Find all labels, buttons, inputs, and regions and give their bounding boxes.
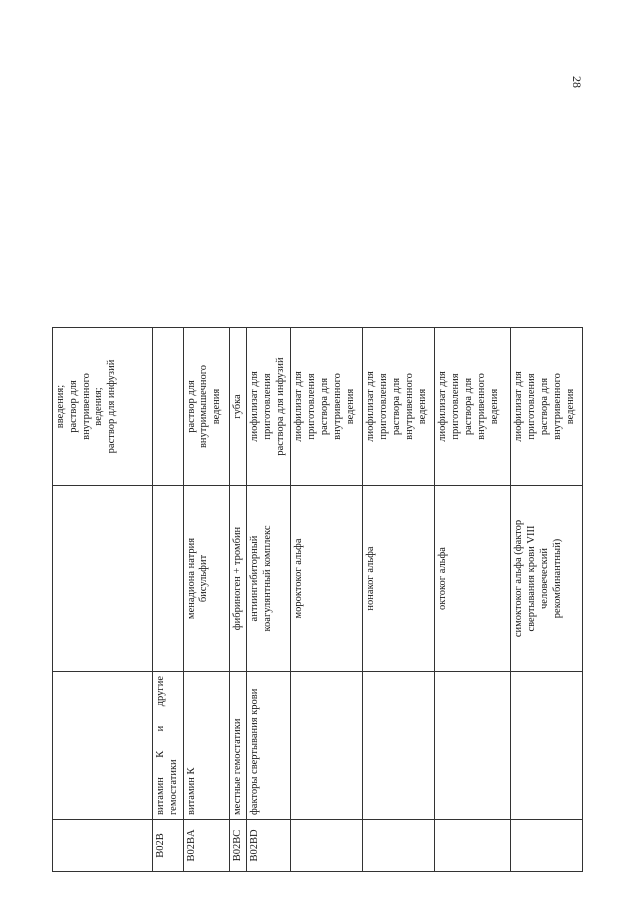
code-cell [247,820,291,872]
group-text: местные гемостатики [231,718,243,815]
table-row [291,328,363,872]
form-text: лиофилизат для приготовления раствора для внутривенного ведения [437,371,500,442]
group-cell [435,672,511,820]
table-row [511,328,583,872]
group-cell [153,672,184,820]
form-text: введения; раствор для внутривенного ведения; раствор для инфузий [55,359,118,454]
code-cell [435,820,511,872]
form-cell [291,328,363,486]
form-text: лиофилизат для приготовления раствора для внутривенного ведения [365,371,428,442]
form-cell [435,328,511,486]
form-text: лиофилизат для приготовления раствора для внутривенного ведения [293,371,356,442]
substance-cell [247,486,291,672]
substance-text: нонаког альфа [365,546,377,611]
substance-text: фибриноген + тромбин [231,526,243,631]
code-cell [229,820,247,872]
table-row [247,328,291,872]
substance-text: менадиона натрия бисульфит [185,537,210,620]
form-cell [53,328,153,486]
form-cell [247,328,291,486]
code-cell [183,820,229,872]
page-number: 28 [570,76,584,88]
form-cell [153,328,184,486]
code-text: B02BD [249,829,261,862]
group-cell [363,672,435,820]
substance-cell [153,486,184,672]
code-cell [363,820,435,872]
substance-cell [435,486,511,672]
group-text: факторы свертывания крови [249,688,261,815]
rotated-table-container [52,328,576,872]
code-text: B02BA [185,829,197,862]
form-cell [183,328,229,486]
code-text: B02B [155,833,166,858]
substance-cell [511,486,583,672]
group-cell [229,672,247,820]
table-row-continuation [53,328,153,872]
substance-cell [363,486,435,672]
group-cell [511,672,583,820]
code-cell [291,820,363,872]
substance-text: мороктоког альфа [293,538,305,619]
group-text: витамин К [185,767,197,815]
group-cell [291,672,363,820]
group-text: витамин К и другие гемостатики [155,676,179,815]
substance-cell [183,486,229,672]
substance-cell [229,486,247,672]
table-row [153,328,184,872]
substance-cell [291,486,363,672]
form-cell [363,328,435,486]
code-cell [153,820,184,872]
form-cell [229,328,247,486]
substance-cell [53,486,153,672]
substance-text: симоктоког альфа (фактор свертывания крови VIII человеческий рекомбинантный) [513,519,563,638]
form-text: лиофилизат для приготовления раствора для внутривенного ведения [513,371,576,442]
substance-text: антиингибиторный коагулянтный комплекс [249,525,274,632]
code-cell [53,820,153,872]
table-row [435,328,511,872]
table-row [363,328,435,872]
table-row [229,328,247,872]
form-text: лиофилизат для приготовления раствора для инфузий [249,357,286,456]
group-cell [53,672,153,820]
substance-text: октоког альфа [437,547,449,610]
form-text: губка [231,394,243,419]
form-cell [511,328,583,486]
table-row [183,328,229,872]
code-cell [511,820,583,872]
group-cell [247,672,291,820]
group-cell [183,672,229,820]
drug-table [52,327,583,872]
form-text: раствор для внутримышечного ведения [185,364,223,449]
code-text: B02BC [231,829,243,862]
